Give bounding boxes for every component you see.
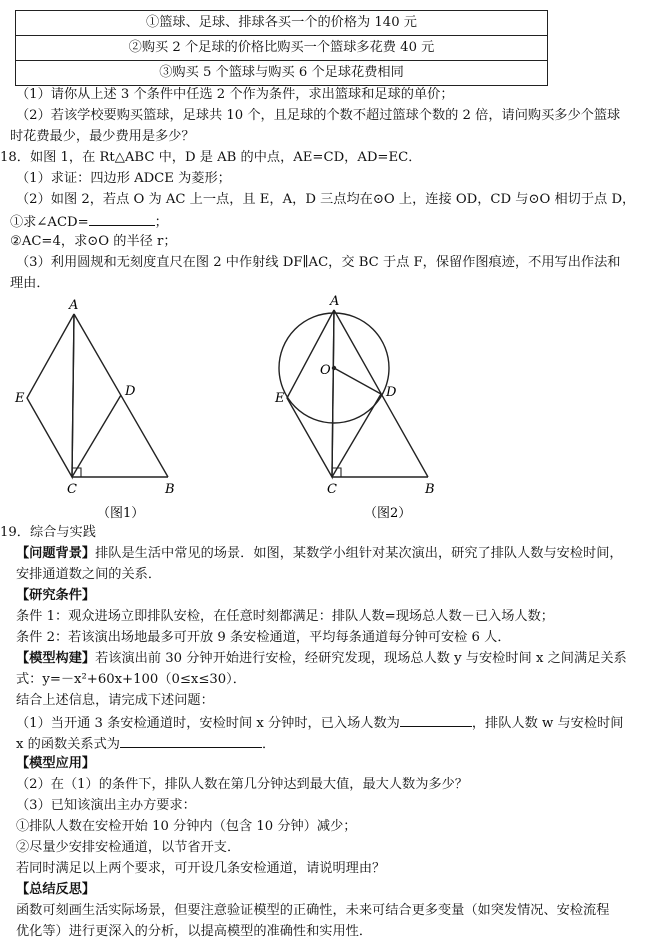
fig2-center-point [332,366,336,370]
q19-background [16,545,623,562]
fig2-label-e: E [275,391,285,406]
q18-part2-ii: ②AC=4，求⊙O 的半径 r； [10,234,177,249]
q19-q1-text-a: （1）当开通 3 条安检通道时，安检时间 x 分钟时，已入场人数为 [16,716,400,731]
q19-q3-ask: 若同时满足以上两个要求，可开设几条安检通道，请说明理由？ [16,861,386,876]
fig2-label-o: O [320,363,331,378]
fig2-label-a: A [330,294,340,309]
q19-requirement-2: ②尽量少安排安检通道，以节省开支． [16,840,241,855]
fig1-caption: （图1） [97,506,145,521]
q19-q1-text-b: ，排队人数 w 与安检时间 [471,716,624,731]
q19-model-text: 若该演出前 30 分钟开始进行安检，经研究发现，现场总人数 y 与安检时间 x 之间满足关系 [95,651,627,666]
q19-heading: 19．综合与实践 [0,525,96,540]
q19-apply-tag: 【模型应用】 [16,756,96,771]
q19-reflect-line1: 函数可刻画生活实际场景，但要注意验证模型的正确性，未来可结合更多变量（如突发情况、安检流程 [16,903,610,918]
fig2-label-b: B [425,482,435,497]
answer-blank-function[interactable] [120,734,262,748]
q19-requirement-1: ①排队人数在安检开始 10 分钟内（包含 10 分钟）减少； [16,819,357,834]
q19-q1-line1 [16,713,623,732]
q17-part2-line1: （2）若该学校要购买篮球，足球共 10 个，且足球的个数不超过篮球个数的 2 倍，请问购买多少个篮球 [16,108,621,123]
answer-blank-acd[interactable] [89,212,155,226]
fig2-label-d: D [386,385,397,400]
fig2-label-c: C [327,482,337,497]
q19-combine: 结合上述信息，请完成下述问题： [16,693,214,708]
fig1-left-outline [27,314,74,477]
q18-heading: 18．如图 1，在 Rt△ABC 中，D 是 AB 的中点，AE=CD，AD=EC． [0,150,422,165]
q19-q1-text-d: ． [261,737,276,752]
figure-1 [27,314,168,477]
q19-background-text: 排队是生活中常见的场景．如图，某数学小组针对某次演出，研究了排队人数与安检时间， [95,546,623,561]
conditions-table [15,10,548,86]
q19-q3: （3）已知该演出主办方要求： [16,798,196,813]
q18-part2: （2）如图 2，若点 O 为 AC 上一点，且 E，A，D 三点均在⊙O 上，连接 OD，CD 与⊙O 相切于点 D， [16,192,636,207]
q19-condition-2: 条件 2：若该演出场地最多可开放 9 条安检通道，平均每条通道每分钟可安检 6 人． [16,630,511,645]
q18-part2-i [10,212,168,231]
condition-2: ②购买 2 个足球的价格比购买一个篮球多花费 40 元 [16,36,548,61]
condition-1: ①篮球、足球、排球各买一个的价格为 140 元 [16,11,548,36]
fig1-segment-cd [72,395,121,477]
q19-reflect-tag: 【总结反思】 [16,882,96,897]
q18-part2-i-text: ①求∠ACD= [10,215,89,230]
fig1-side-ac [72,314,74,477]
q19-model-tag: 【模型构建】 [16,651,96,666]
q19-q2: （2）在（1）的条件下，排队人数在第几分钟达到最大值，最大人数为多少？ [16,777,468,792]
q18-part2-i-end: ； [154,215,168,230]
q19-background-tag: 【问题背景】 [16,546,96,561]
q19-q1-line2 [16,734,275,753]
q19-q1-text-c: x 的函数关系式为 [16,737,120,752]
q18-part1: （1）求证：四边形 ADCE 为菱形； [16,171,231,186]
q18-part3-line1: （3）利用圆规和无刻度直尺在图 2 中作射线 DF∥AC，交 BC 于点 F，保留作图痕迹，不用写出作法和 [16,255,621,270]
q18-part3-line2: 理由． [10,276,50,291]
q19-model [16,650,627,667]
q17-part2-line2: 时花费最少，最少费用是多少？ [10,129,195,144]
fig1-label-b: B [165,482,175,497]
condition-3: ③购买 5 个篮球与购买 6 个足球花费相同 [16,61,548,86]
answer-blank-entered[interactable] [400,713,472,727]
q19-background-line2: 安排通道数之间的关系． [16,567,162,582]
q17-part1: （1）请你从上述 3 个条件中任选 2 个作为条件，求出篮球和足球的单价； [16,87,454,102]
fig1-label-e: E [15,391,25,406]
q19-research-tag: 【研究条件】 [16,588,96,603]
q19-condition-1: 条件 1：观众进场立即排队安检，在任意时刻都满足：排队人数=现场总人数－已入场人数； [16,609,554,624]
fig1-label-c: C [67,482,77,497]
fig1-label-a: A [69,298,79,313]
fig2-side-ac [332,310,334,477]
fig1-label-d: D [125,384,136,399]
geometry-figures [0,290,662,528]
fig2-left-outline [287,310,334,477]
fig2-caption: （图2） [364,506,412,521]
figure-2 [279,310,428,477]
q19-model-formula: 式：y=－x²+60x+100（0≤x≤30）． [16,672,246,687]
q19-reflect-line2: 优化等）进行更深入的分析，以提高模型的准确性和实用性． [16,924,373,939]
fig2-segment-cd [332,394,381,477]
